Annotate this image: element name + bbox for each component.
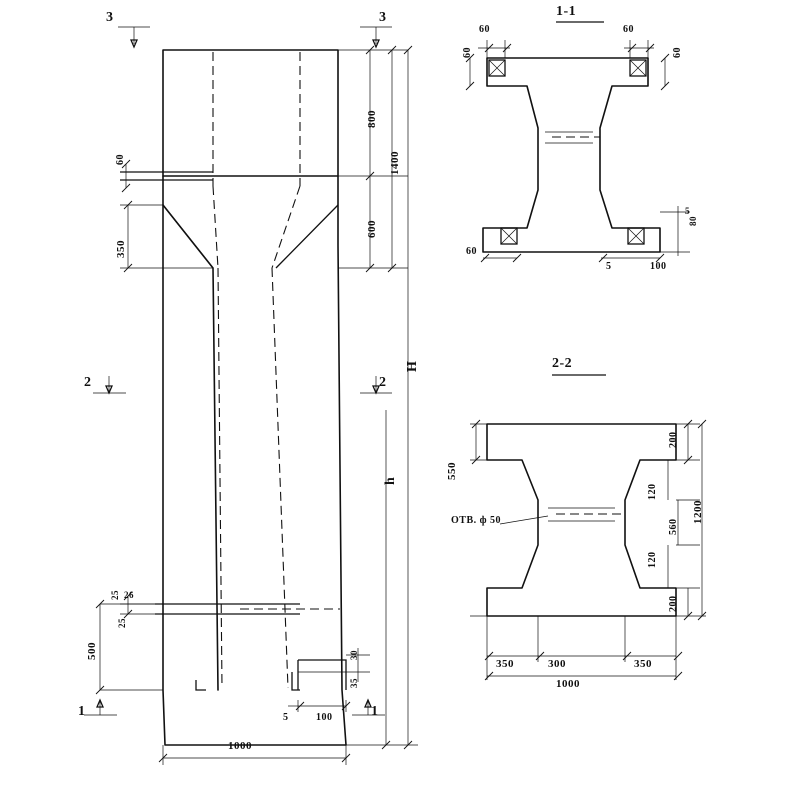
main-elevation-hidden-edges <box>213 52 300 688</box>
s22-note-hole: ОТВ. ф 50 <box>451 515 502 526</box>
main-elevation-dimension-lines <box>96 46 418 765</box>
s22-dim-550: 550 <box>446 462 458 480</box>
s22-dim-120-a: 120 <box>647 483 658 500</box>
dim-350: 350 <box>115 240 127 258</box>
section-mark-1-right: 1 <box>371 704 379 719</box>
dim-100-bottom: 100 <box>316 712 333 723</box>
s11-dim-5: 5 <box>606 261 612 272</box>
s22-dim-1000: 1000 <box>556 678 580 690</box>
s11-dim-60-b: 60 <box>462 47 473 58</box>
main-elevation-taper <box>163 205 218 690</box>
s22-dim-300: 300 <box>548 658 566 670</box>
dim-500: 500 <box>86 642 98 660</box>
section-mark-3-right: 3 <box>379 10 387 25</box>
dim-h: h <box>383 476 398 485</box>
s22-dim-1200: 1200 <box>692 500 704 524</box>
dim-800: 800 <box>366 110 378 128</box>
s22-dim-200-a: 200 <box>668 431 679 448</box>
section-2-2-geometry <box>487 424 676 616</box>
dim-30: 30 <box>349 650 359 660</box>
s22-dim-200-b: 200 <box>668 595 679 612</box>
section-mark-1-left: 1 <box>78 704 86 719</box>
dim-26: 26 <box>124 590 134 600</box>
dim-5-bottom: 5 <box>283 712 289 723</box>
s11-dim-5-b: 5 <box>685 206 690 216</box>
view-title-2-2: 2-2 <box>552 356 573 371</box>
view-title-1-1: 1-1 <box>556 4 577 19</box>
s11-dim-60-e: 60 <box>466 246 477 257</box>
dim-35: 35 <box>349 678 359 688</box>
dim-25: 25 <box>110 590 120 600</box>
main-elevation-bottom-band <box>120 604 340 614</box>
s11-dim-80: 80 <box>688 216 698 226</box>
main-elevation-web-lines <box>163 205 338 268</box>
section-mark-2-left: 2 <box>84 375 92 390</box>
s22-dim-350-a: 350 <box>496 658 514 670</box>
s22-dim-560: 560 <box>668 518 679 535</box>
section-2-2-dimension-lines <box>470 420 706 680</box>
s11-dim-60-c: 60 <box>623 24 634 35</box>
dim-25-b: 25 <box>117 618 127 628</box>
s11-dim-60-d: 60 <box>672 47 683 58</box>
dim-60-top: 60 <box>115 154 126 165</box>
s22-dim-120-b: 120 <box>647 551 658 568</box>
section-mark-3-left: 3 <box>106 10 114 25</box>
s11-dim-100: 100 <box>650 261 667 272</box>
s22-dim-350-b: 350 <box>634 658 652 670</box>
dim-1000-main: 1000 <box>228 740 252 752</box>
main-elevation-outline <box>163 50 346 745</box>
section-1-1-geometry <box>483 58 660 252</box>
s11-dim-60-a: 60 <box>479 24 490 35</box>
dim-600: 600 <box>366 220 378 238</box>
section-mark-2-right: 2 <box>379 375 387 390</box>
dim-1400: 1400 <box>389 151 401 175</box>
dim-H: H <box>405 360 420 372</box>
